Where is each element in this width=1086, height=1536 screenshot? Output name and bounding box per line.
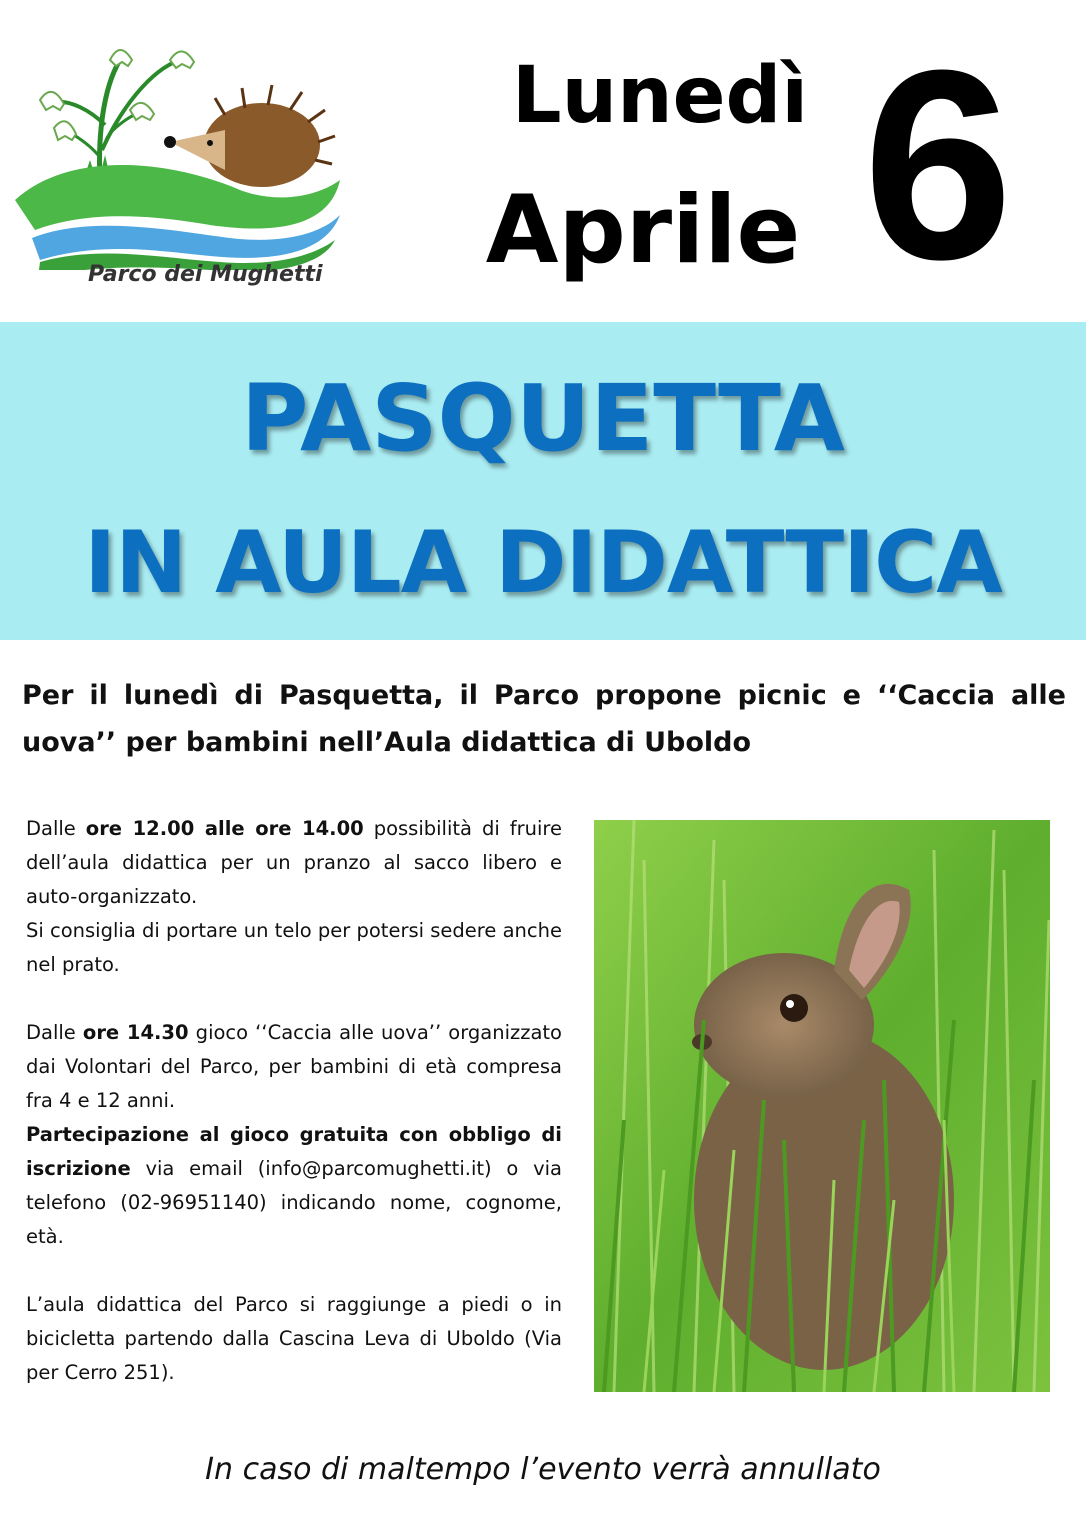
date-number: 6 (862, 15, 1014, 316)
schedule-lunch (26, 812, 562, 914)
date-day: Lunedì (511, 51, 809, 141)
text-span: possibilità di fruire dell’aula didattica per un pranzo al sacco libero e auto-organizzato. (26, 817, 562, 908)
lunch-time: ore 12.00 alle ore 14.00 (85, 817, 364, 840)
date-month: Aprile (485, 176, 801, 285)
event-details (26, 812, 562, 1390)
text-span: Dalle (26, 817, 86, 840)
text-span: Dalle (26, 1021, 83, 1044)
registration-paragraph (26, 1118, 562, 1254)
advice-paragraph: Si consiglia di portare un telo per potersi sedere anche nel prato. (26, 919, 562, 976)
weather-notice: In caso di maltempo l’evento verrà annullato (205, 1452, 881, 1487)
schedule-egg-hunt (26, 1016, 562, 1118)
title-banner (0, 322, 1086, 640)
egg-hunt-time: ore 14.30 (82, 1021, 189, 1044)
banner-title-line2: IN AULA DIDATTICA (84, 513, 1002, 613)
rabbit-in-grass-image (594, 820, 1050, 1392)
rabbit-photo (594, 820, 1050, 1392)
hedgehog-lily-logo-icon (10, 30, 350, 270)
contact-info: via email (info@parcomughetti.it) o via telefono (02-96951140) indicando nome, cognome, età. (26, 1157, 562, 1248)
intro-paragraph: Per il lunedì di Pasquetta, il Parco propone picnic e ‘‘Caccia alle uova’’ per bambini nell’Aula didattica di Uboldo (22, 680, 1066, 758)
directions-paragraph: L’aula didattica del Parco si raggiunge a piedi o in bicicletta partendo dalla Cascina Leva di Uboldo (Via per Cerro 251). (26, 1293, 562, 1384)
logo-text: Parco dei Mughetti (88, 262, 323, 287)
registration-note: Partecipazione al gioco gratuita con obbligo di iscrizione (26, 1123, 562, 1180)
banner-title-line1: PASQUETTA (241, 365, 845, 472)
park-logo (10, 30, 350, 300)
text-span: gioco ‘‘Caccia alle uova’’ organizzato dai Volontari del Parco, per bambini di età compresa fra 4 e 12 anni. (26, 1021, 562, 1112)
